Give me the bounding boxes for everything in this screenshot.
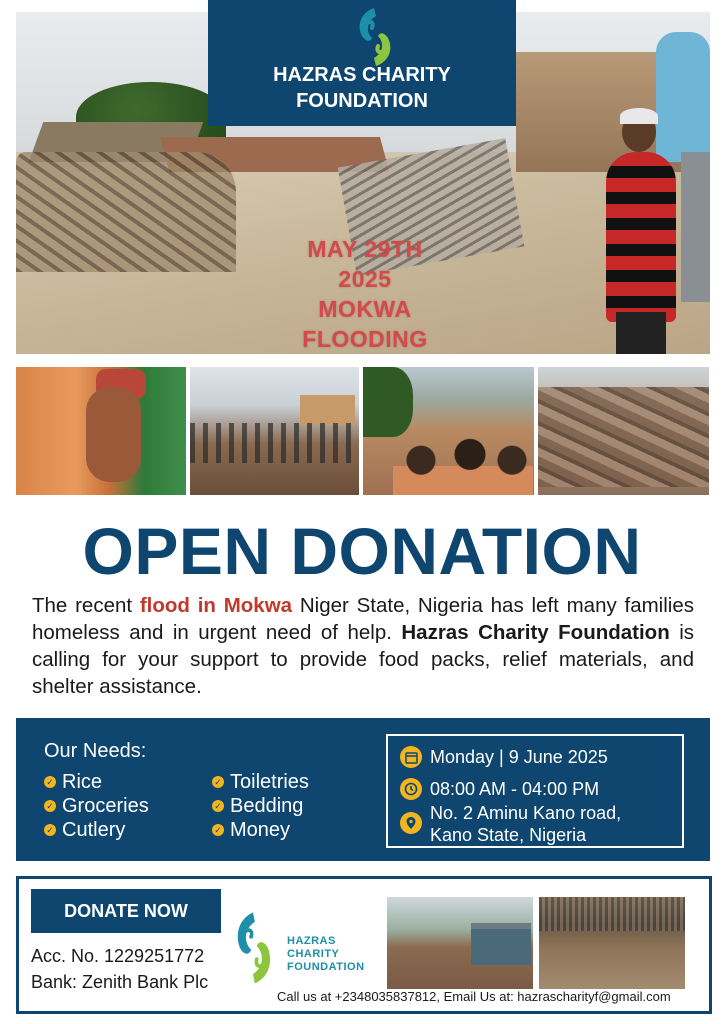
photo-detail	[190, 423, 359, 463]
check-icon: ✓	[44, 800, 56, 812]
need-label: Bedding	[230, 795, 304, 817]
event-info-box	[386, 734, 684, 848]
needs-list-left	[44, 770, 149, 842]
brand-name-line: FOUNDATION	[296, 90, 428, 112]
brand-name	[208, 62, 516, 114]
needs-title: Our Needs:	[44, 740, 147, 762]
need-label: Cutlery	[62, 819, 126, 841]
photo-detail	[86, 387, 141, 482]
photo-crowd-flood	[539, 897, 685, 989]
photo-crowd-debris	[190, 367, 359, 495]
photo-onlookers-flood	[363, 367, 534, 495]
needs-panel	[16, 718, 710, 861]
hero-person	[681, 152, 710, 302]
photo-detail	[471, 923, 531, 965]
check-icon: ✓	[212, 824, 224, 836]
flood-caption-line: FLOODING	[302, 326, 428, 352]
hands-logo-icon	[225, 905, 281, 989]
check-icon: ✓	[212, 800, 224, 812]
intro-text: is calling for your support to provide food packs, relief materials, and shelter assistance.	[32, 621, 694, 698]
hero-person	[656, 32, 710, 162]
location-pin-icon	[400, 812, 422, 834]
footer-logo-line: FOUNDATION	[287, 961, 365, 973]
photo-detail	[363, 367, 413, 437]
contact-info: Call us at +2348035837812, Email Us at: hazrascharityf@gmail.com	[277, 989, 671, 1004]
account-number: Acc. No. 1229251772	[31, 946, 205, 966]
footer-logo-line: CHARITY	[287, 948, 340, 960]
bank-name: Bank: Zenith Bank Plc	[31, 972, 209, 992]
intro-highlight: flood in Mokwa	[139, 594, 293, 617]
bank-details	[31, 943, 208, 995]
donate-panel	[16, 876, 712, 1014]
hero-debris	[16, 152, 236, 272]
need-label: Toiletries	[230, 771, 309, 793]
event-address-line: No. 2 Aminu Kano road,	[430, 803, 622, 823]
donate-now-button[interactable]: DONATE NOW	[31, 889, 221, 933]
photo-detail	[300, 395, 355, 425]
brand-name-line: HAZRAS CHARITY	[273, 64, 451, 86]
event-address-line: Kano State, Nigeria	[430, 825, 587, 845]
calendar-icon	[400, 746, 422, 768]
list-item	[44, 794, 149, 818]
photo-detail	[393, 437, 533, 495]
footer-logo-line: HAZRAS	[287, 935, 336, 947]
intro-text: Niger State, Nigeria has left many families homeless and in urgent need of help.	[32, 594, 694, 644]
flood-date-caption	[292, 234, 438, 354]
need-label: Rice	[62, 771, 103, 793]
photo-collapsed-roofs	[538, 367, 709, 495]
event-date-row	[400, 746, 608, 768]
need-label: Money	[230, 819, 291, 841]
event-date: Monday | 9 June 2025	[430, 747, 608, 767]
event-address	[430, 802, 621, 846]
photo-detail	[538, 387, 709, 487]
hero-person-cap	[620, 108, 658, 124]
clock-icon	[400, 778, 422, 800]
photo-injured-child	[16, 367, 186, 495]
event-time-row	[400, 778, 599, 800]
photo-submerged-house	[387, 897, 533, 989]
footer-logo-text	[287, 935, 365, 974]
intro-paragraph	[32, 592, 694, 700]
brand-header	[208, 0, 516, 126]
list-item	[44, 818, 149, 842]
intro-text: The recent	[32, 594, 140, 617]
list-item	[212, 794, 309, 818]
needs-list-right	[212, 770, 309, 842]
list-item	[212, 770, 309, 794]
list-item	[212, 818, 309, 842]
flood-caption-line: 2025	[338, 266, 392, 292]
check-icon: ✓	[44, 776, 56, 788]
check-icon: ✓	[44, 824, 56, 836]
list-item	[44, 770, 149, 794]
need-label: Groceries	[62, 795, 149, 817]
event-time: 08:00 AM - 04:00 PM	[430, 779, 600, 799]
flood-caption-line: MOKWA	[318, 296, 412, 322]
check-icon: ✓	[212, 776, 224, 788]
hero-person-red-shirt	[606, 152, 676, 322]
event-address-row	[400, 802, 621, 846]
photo-detail	[539, 897, 685, 931]
flood-caption-line: MAY 29TH	[307, 236, 423, 262]
page-title: OPEN DONATION	[82, 514, 642, 588]
hero-person-legs	[616, 312, 666, 354]
intro-org-name: Hazras Charity Foundation	[401, 621, 670, 644]
